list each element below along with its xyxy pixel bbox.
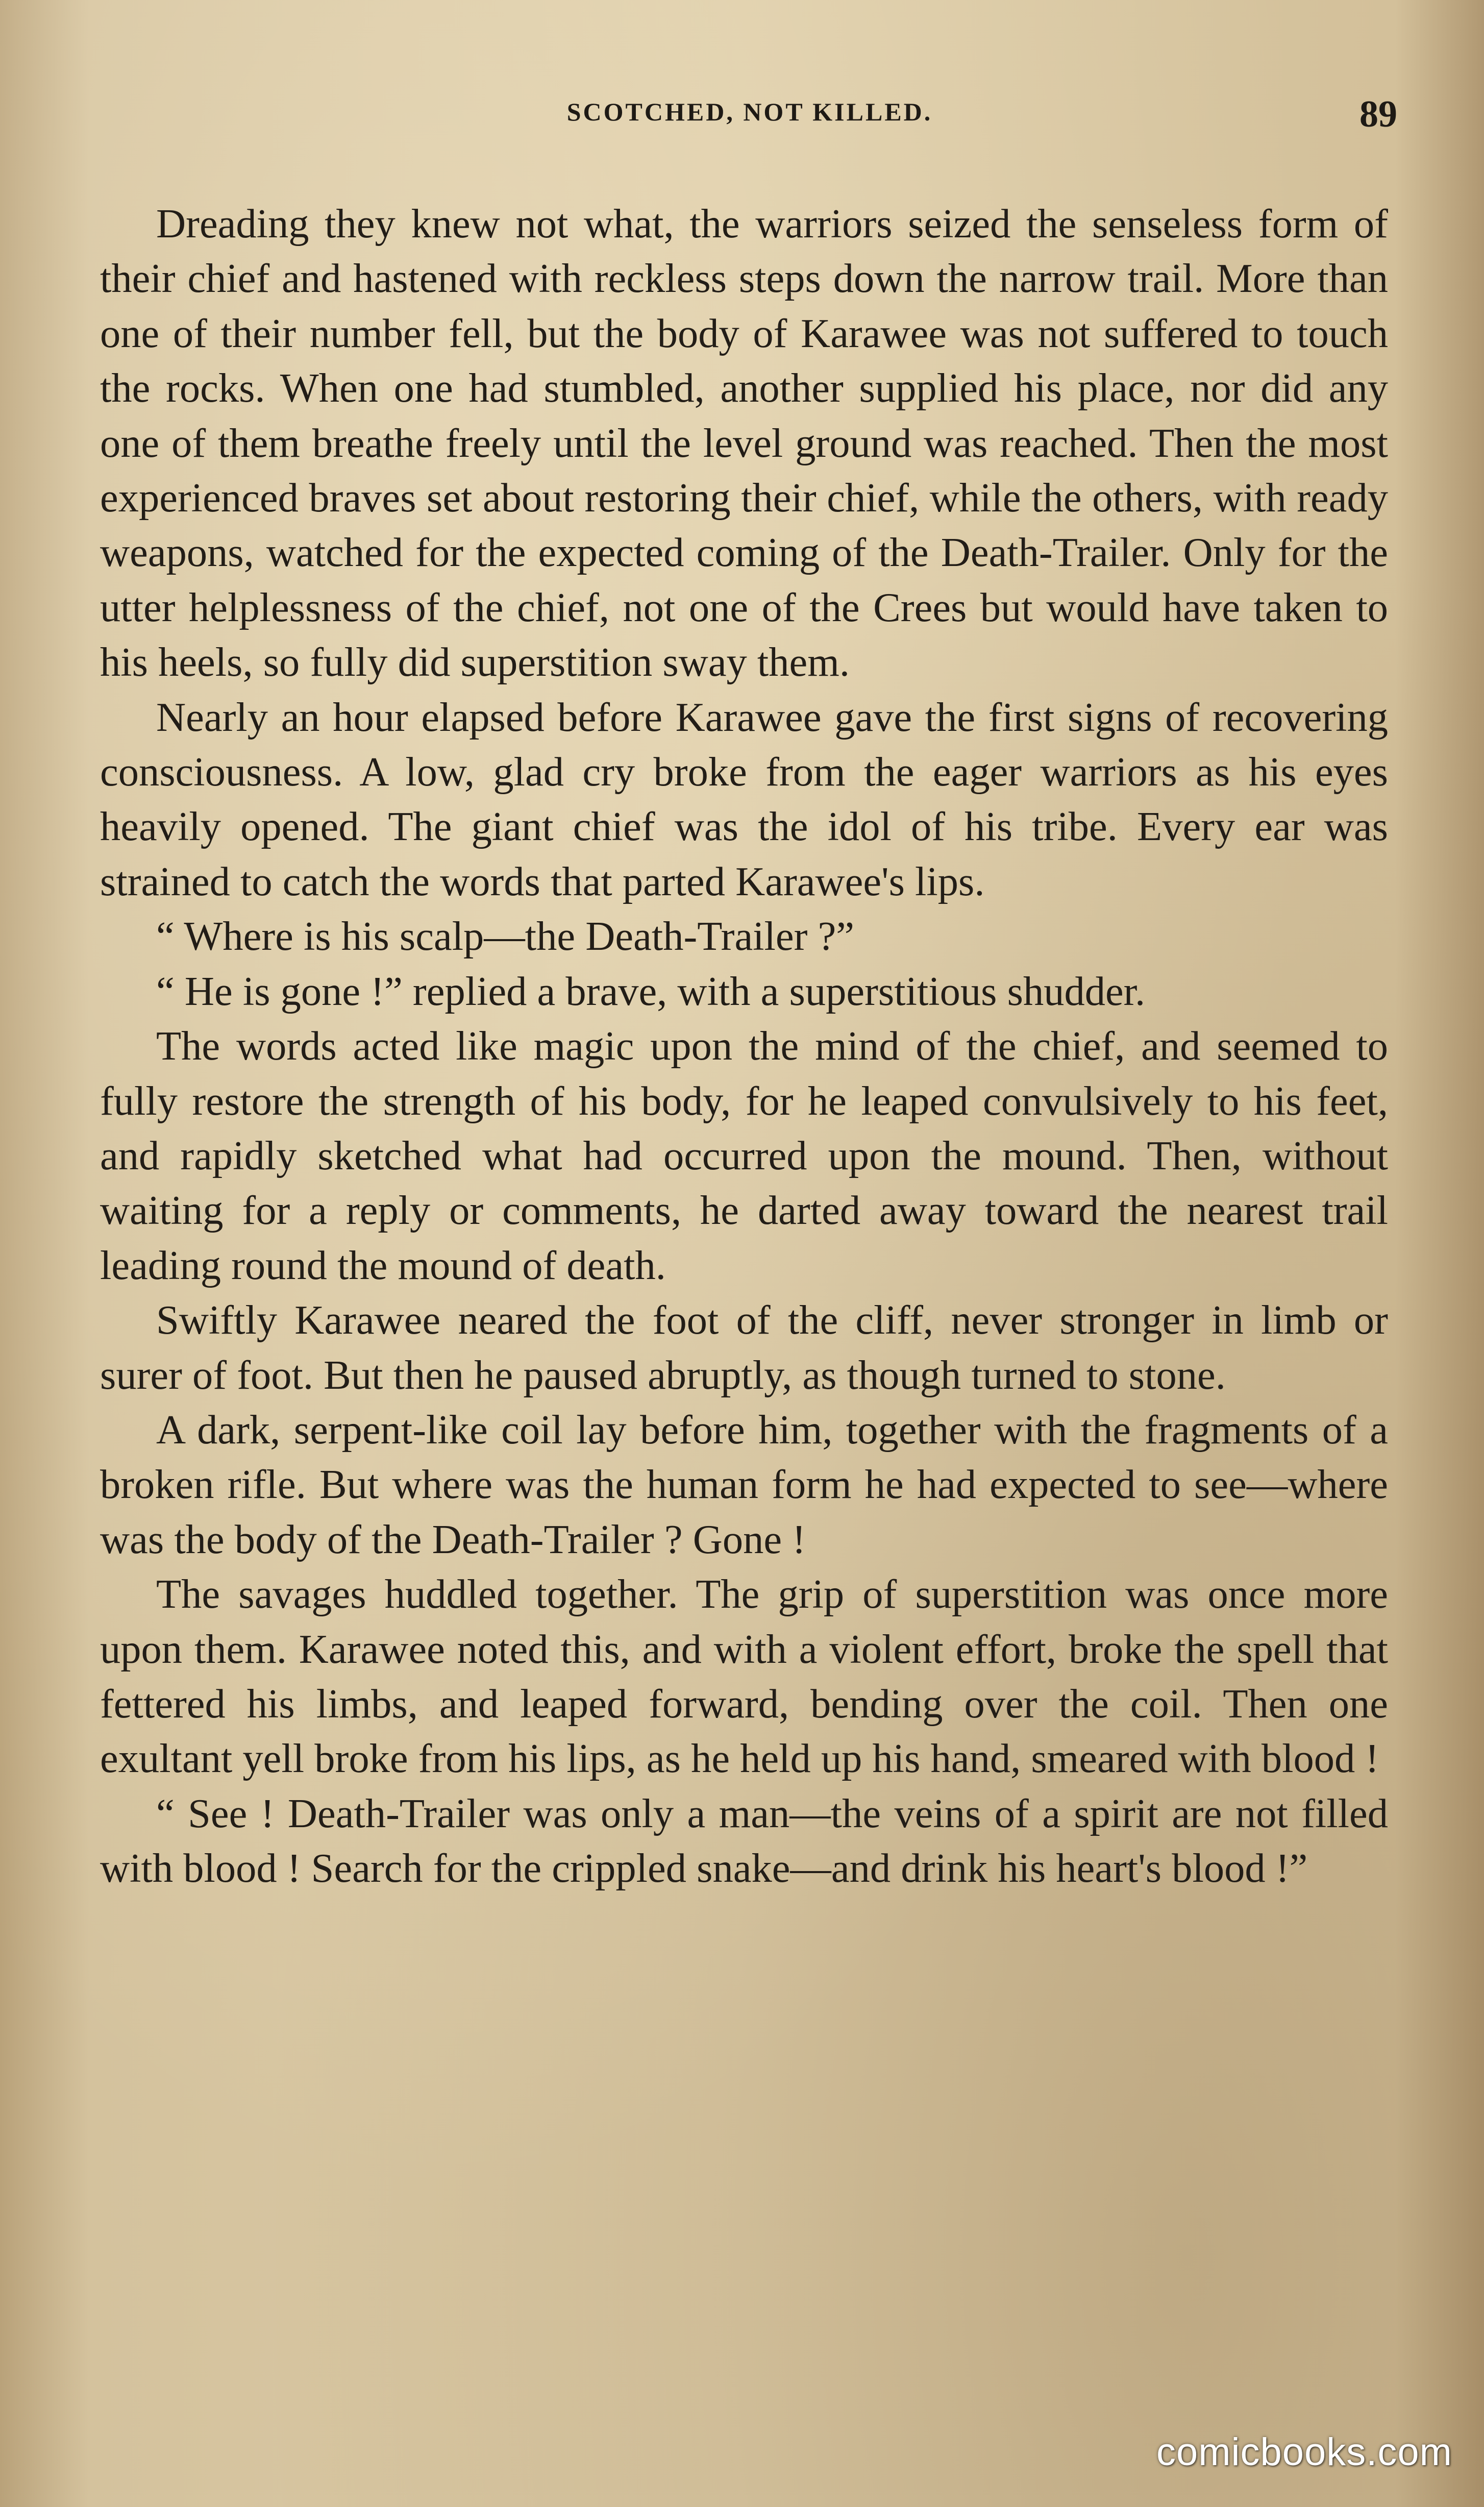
- paragraph: “ See ! Death-Trailer was only a man—the veins of a spirit are not filled with blood ! Search for the crippled snake—and drink his heart's blood !”: [100, 1790, 1388, 1891]
- paragraph: “ He is gone !” replied a brave, with a superstitious shudder.: [156, 968, 1146, 1014]
- page-header: [102, 93, 1397, 143]
- paragraph: The words acted like magic upon the mind of the chief, and seemed to fully restore the strength of his body, for he leaped convulsively to his feet, and rapidly sketched what had occurred upon the mound. Then, without waiting for a reply or comments, he darted away toward the nearest trail leading round the mound of death.: [100, 1023, 1388, 1288]
- paragraph: A dark, serpent-like coil lay before him, together with the fragments of a broken rifle. But where was the human form he had expected to see—where was the body of the Death-Trailer ? Gone !: [100, 1407, 1388, 1562]
- running-head: SCOTCHED, NOT KILLED.: [566, 97, 933, 126]
- watermark: comicbooks.com: [1156, 2430, 1452, 2474]
- paragraph: Nearly an hour elapsed before Karawee gave the first signs of recovering consciousness. A low, glad cry broke from the eager warriors as his eyes heavily opened. The giant chief was the idol of his tribe. Every ear was strained to catch the words that parted Karawee's lips.: [100, 694, 1388, 904]
- paragraph: The savages huddled together. The grip of superstition was once more upon them. Karawee noted this, and with a violent effort, broke the spell that fettered his limbs, and leaped forward, bending over the coil. Then one exultant yell broke from his lips, as he held up his hand, smeared with blood !: [100, 1571, 1388, 1782]
- paragraph: “ Where is his scalp—the Death-Trailer ?”: [156, 914, 855, 960]
- paragraph: Dreading they knew not what, the warriors seized the senseless form of their chief and hastened with reckless steps down the narrow trail. More than one of their number fell, but the body of Karawee was not suffered to touch the rocks. When one had stumbled, another supplied his place, nor did any one of them breathe freely until the level ground was reached. Then the most experienced braves set about restoring their chief, while the others, with ready weapons, watched for the expected coming of the Death-Trailer. Only for the utter helplessness of the chief, not one of the Crees but would have taken to his heels, so fully did superstition sway them.: [100, 201, 1388, 685]
- page-number: 89: [1359, 93, 1397, 135]
- body-text: [100, 196, 1388, 1896]
- paragraph: Swiftly Karawee neared the foot of the cliff, never stronger in limb or surer of foot. But then he paused abruptly, as though turned to stone.: [100, 1297, 1388, 1398]
